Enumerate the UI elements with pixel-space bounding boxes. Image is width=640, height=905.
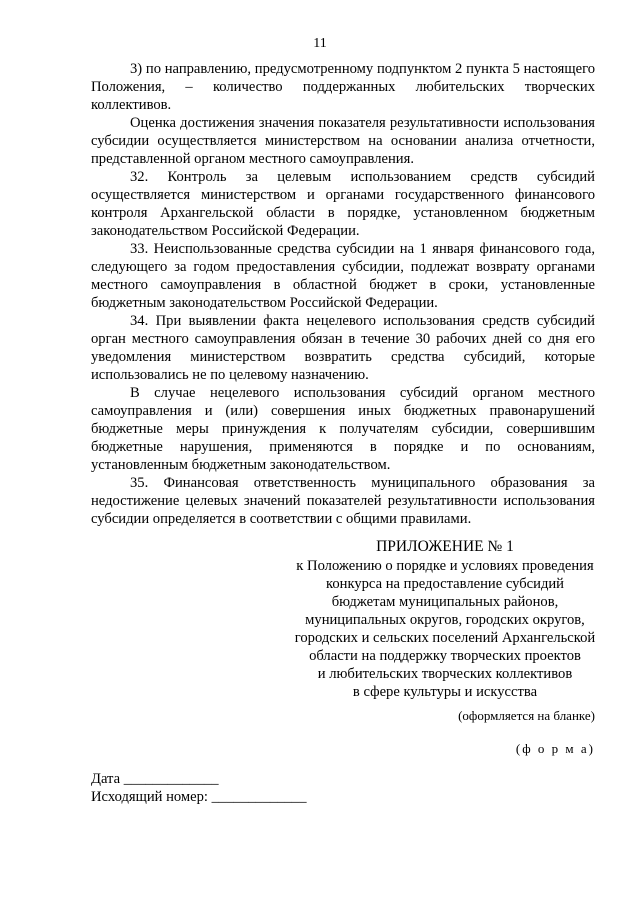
appendix-line: муниципальных округов, городских округов, [305,612,585,628]
date-field: Дата _____________ [91,771,219,787]
outgoing-number-field: Исходящий номер: _____________ [91,789,307,805]
appendix-line: области на поддержку творческих проектов [309,648,581,664]
paragraph-evaluation: Оценка достижения значения показателя результативности использования субсидии осуществляется министерством на основании анализа отчетности, представленной органом местного самоуправления. [91,115,595,167]
appendix-line: конкурса на предоставление субсидий [326,576,564,592]
paragraph-item-3: 3) по направлению, предусмотренному подпунктом 2 пункта 5 настоящего Положения, – количество поддержанных любительских творческих коллективов. [91,61,595,113]
appendix-header [280,538,610,701]
paragraph-34: 34. При выявлении факта нецелевого использования средств субсидий орган местного самоуправления обязан в течение 30 рабочих дней со дня его уведомления министерством возвратить средства субсидий, которые использовались не по целевому назначению. [91,313,595,383]
page-number: 11 [313,36,327,51]
appendix-line: бюджетам муниципальных районов, [331,594,559,610]
appendix-line: и любительских творческих коллективов [317,666,573,682]
appendix-line: городских и сельских поселений Архангельской [294,630,596,646]
appendix-title: ПРИЛОЖЕНИЕ № 1 [376,538,514,555]
paragraph-32: 32. Контроль за целевым использованием средств субсидий осуществляется министерством и органами государственного финансового контроля Архангельской области в порядке, установленном бюджетным законодательством Российской Федерации. [91,169,595,239]
form-note: (ф о р м а) [515,741,595,756]
appendix-line: к Положению о порядке и условиях проведения [296,558,594,574]
document-body [91,60,595,528]
paragraph-33: 33. Неиспользованные средства субсидии на 1 января финансового года, следующего за годом предоставления субсидии, подлежат возврату органами местного самоуправления в областной бюджет в сроки, установленные бюджетным законодательством Российской Федерации. [91,241,595,311]
paragraph-misuse: В случае нецелевого использования субсидий органом местного самоуправления и (или) совершения иных бюджетных правонарушений бюджетные меры принуждения к получателям субсидии, совершившим бюджетные нарушения, применяются в порядке и по основаниям, установленным бюджетным законодательством. [91,385,595,473]
appendix-line: в сфере культуры и искусства [352,684,538,700]
paragraph-35: 35. Финансовая ответственность муниципального образования за недостижение целевых значений показателей результативности использования субсидии определяется в соответствии с общими правилами. [91,475,595,527]
letterhead-note: (оформляется на бланке) [458,708,595,723]
